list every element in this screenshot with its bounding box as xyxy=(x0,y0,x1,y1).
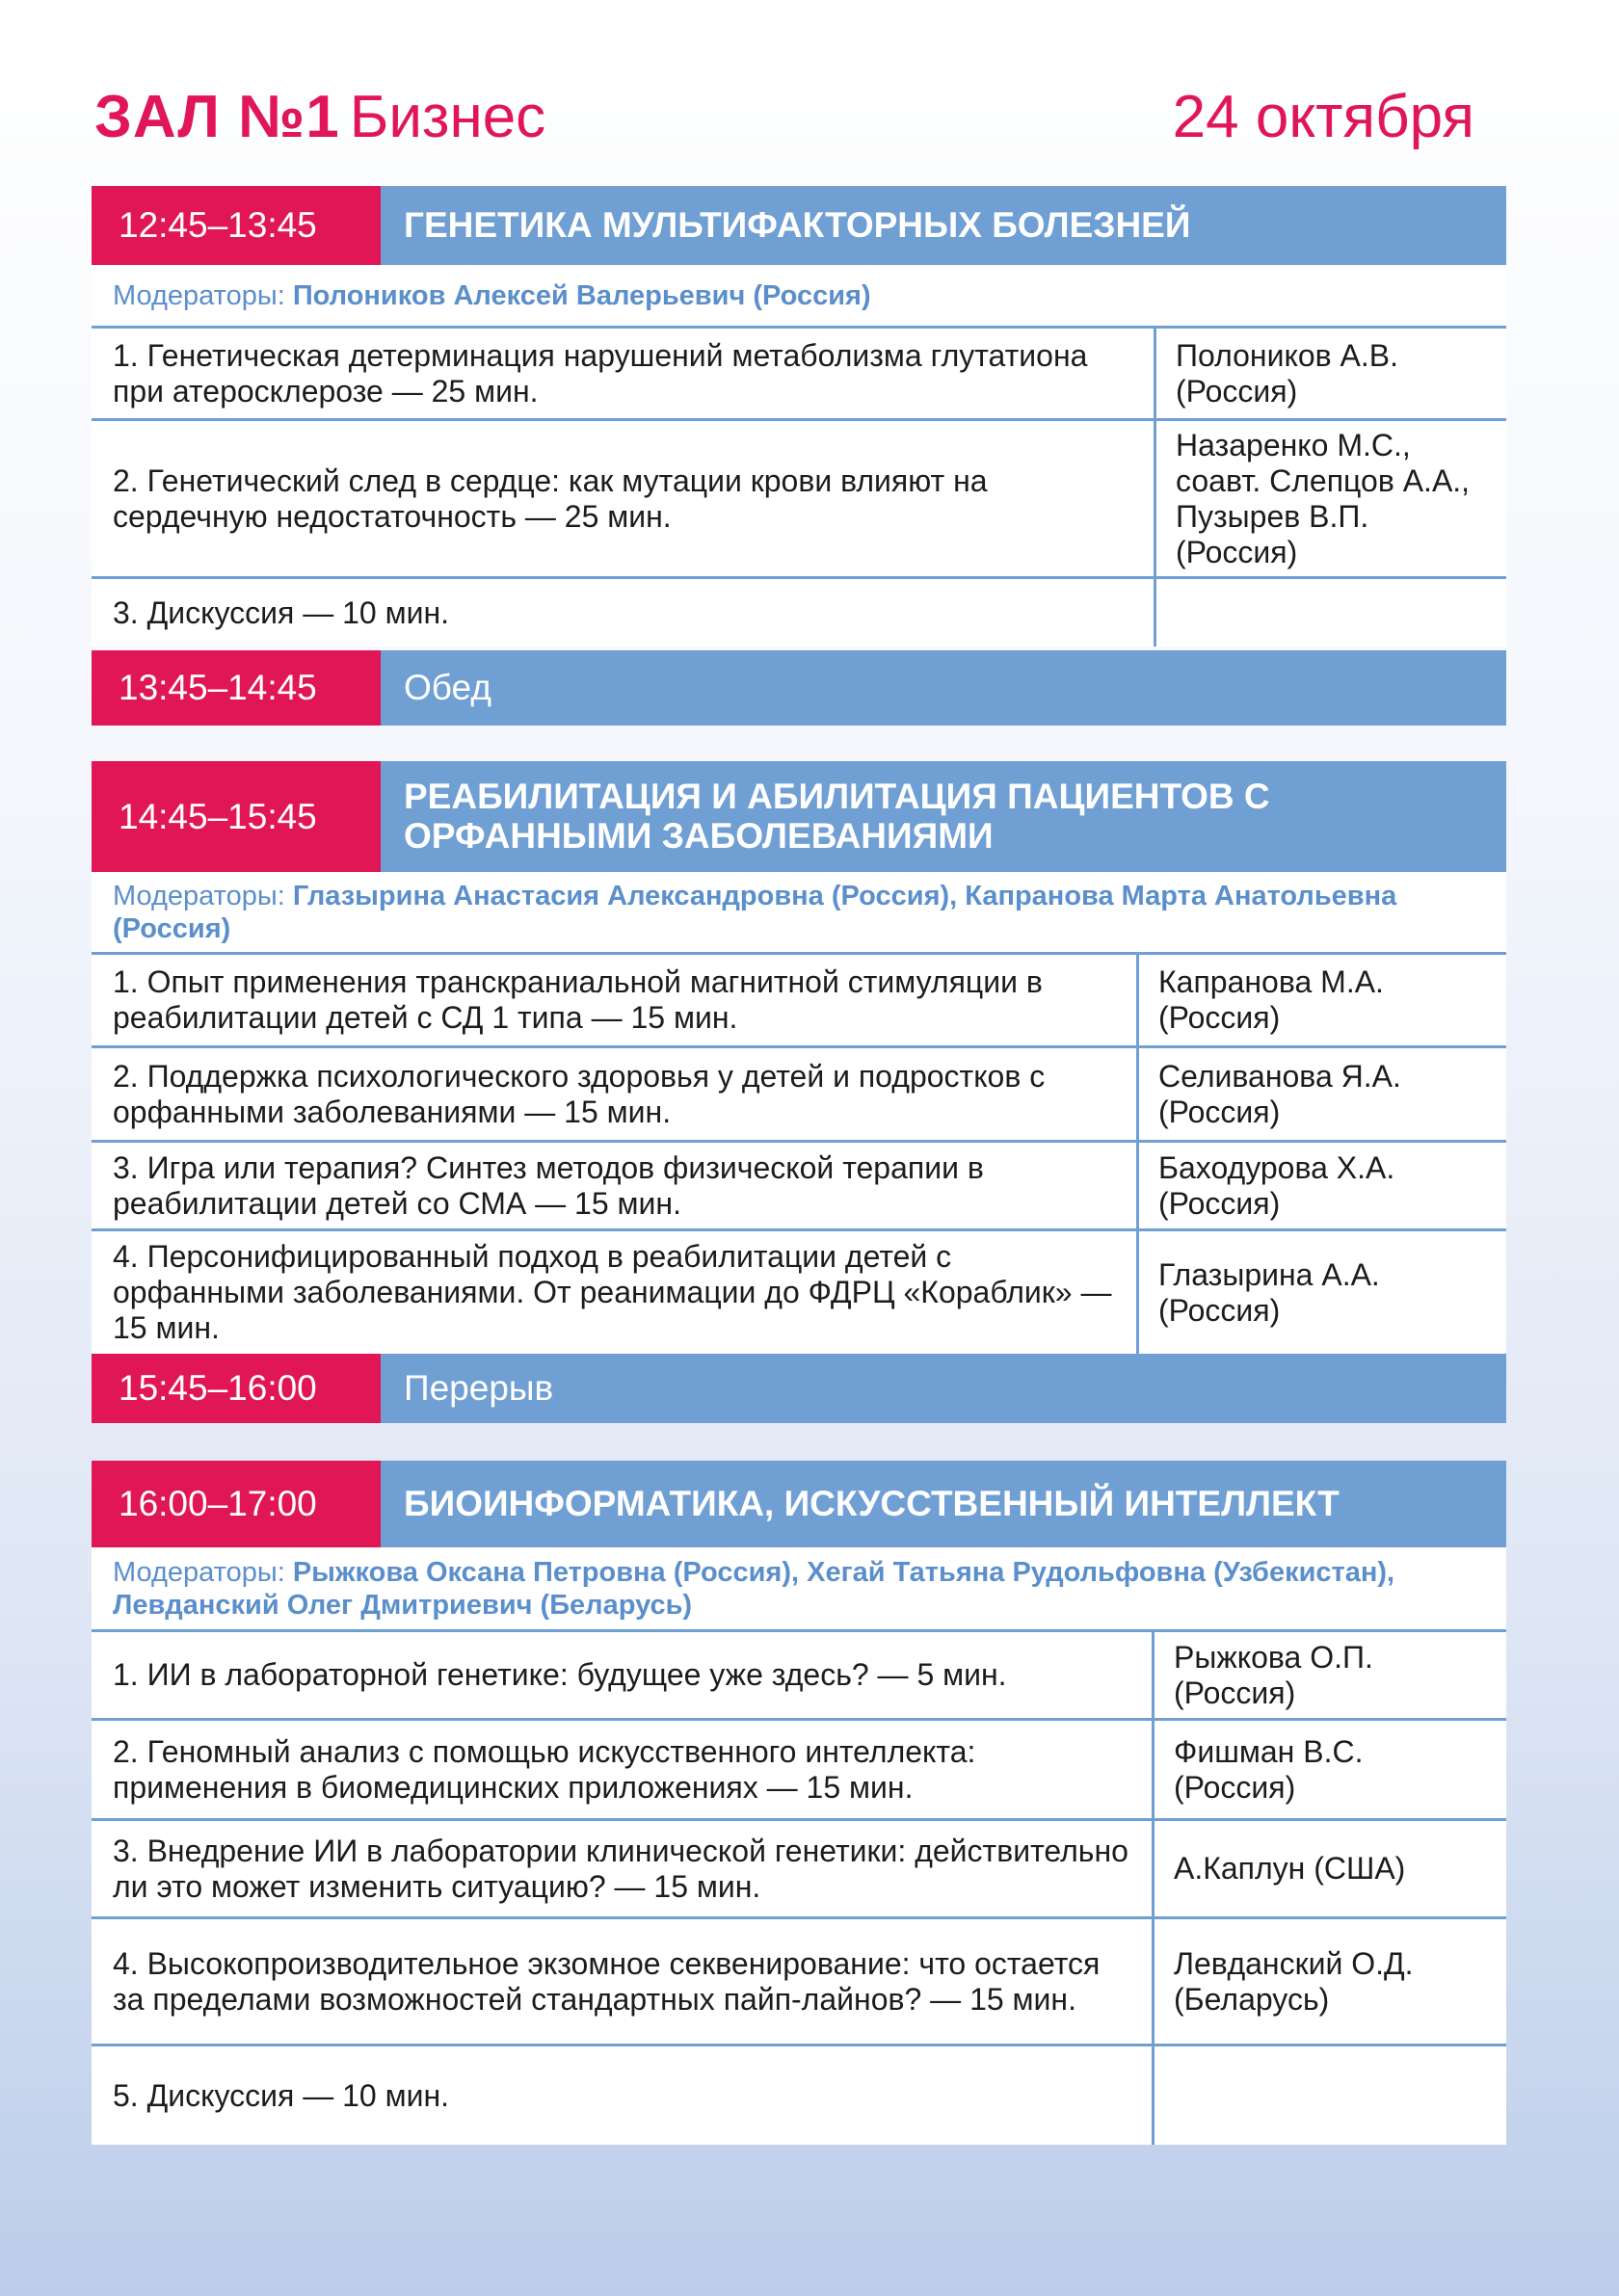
talk-speaker xyxy=(1154,579,1506,647)
session-header xyxy=(92,761,1506,872)
session-block xyxy=(92,1461,1506,2145)
moderators-row xyxy=(92,1547,1506,1632)
moderators-names: Рыжкова Оксана Петровна (Россия), Хегай Татьяна Рудольфовна (Узбекистан), Левданский Олег Дмитриевич (Беларусь) xyxy=(113,1556,1395,1621)
session-time: 12:45–13:45 xyxy=(92,186,381,265)
talk-speaker: Глазырина А.А. (Россия) xyxy=(1136,1231,1506,1354)
talk-speaker xyxy=(1152,2046,1506,2145)
moderators-row xyxy=(92,265,1506,329)
hall-label: ЗАЛ №1 xyxy=(94,84,340,150)
hall-title xyxy=(94,79,545,156)
talk-speaker: Баходурова Х.А. (Россия) xyxy=(1136,1143,1506,1228)
session-title: ГЕНЕТИКА МУЛЬТИФАКТОРНЫХ БОЛЕЗНЕЙ xyxy=(381,186,1506,265)
session-header xyxy=(92,1461,1506,1547)
talk-row xyxy=(92,579,1506,647)
talk-speaker: Фишман В.С. (Россия) xyxy=(1152,1721,1506,1818)
talk-row xyxy=(92,421,1506,579)
talk-topic: 2. Генетический след в сердце: как мутации крови влияют на сердечную недостаточность — 25 мин. xyxy=(113,462,988,534)
moderators-names: Полоников Алексей Валерьевич (Россия) xyxy=(292,279,871,311)
talk-topic: 1. ИИ в лабораторной генетике: будущее уже здесь? — 5 мин. xyxy=(113,1657,1007,1692)
session-title: БИОИНФОРМАТИКА, ИСКУССТВЕННЫЙ ИНТЕЛЛЕКТ xyxy=(381,1461,1506,1547)
talk-row xyxy=(92,1143,1506,1231)
session-time: 14:45–15:45 xyxy=(92,761,381,872)
talk-speaker: Левданский О.Д. (Беларусь) xyxy=(1152,1919,1506,2044)
event-date: 24 октября xyxy=(1172,84,1474,150)
talk-row xyxy=(92,1048,1506,1143)
talk-topic: 1. Генетическая детерминация нарушений метаболизма глутатиона при атеросклерозе — 25 мин. xyxy=(113,337,1088,409)
moderators-label: Модераторы: xyxy=(113,279,285,311)
talk-row xyxy=(92,1821,1506,1919)
talk-speaker: Полоников А.В. (Россия) xyxy=(1154,329,1506,418)
session-title: РЕАБИЛИТАЦИЯ И АБИЛИТАЦИЯ ПАЦИЕНТОВ С ОРФАННЫМИ ЗАБОЛЕВАНИЯМИ xyxy=(381,761,1506,872)
talk-topic: 3. Игра или терапия? Синтез методов физической терапии в реабилитации детей со СМА — 15 мин. xyxy=(113,1149,984,1221)
session-header xyxy=(92,186,1506,265)
session-time: 16:00–17:00 xyxy=(92,1461,381,1547)
talk-row xyxy=(92,329,1506,421)
talk-row xyxy=(92,955,1506,1048)
break-row xyxy=(92,1354,1506,1423)
talk-row xyxy=(92,1231,1506,1354)
break-time: 13:45–14:45 xyxy=(92,650,381,726)
moderators-label: Модераторы: xyxy=(113,1556,285,1588)
page-header xyxy=(94,79,1474,156)
talk-speaker: Селиванова Я.А. (Россия) xyxy=(1136,1048,1506,1140)
talk-row xyxy=(92,2046,1506,2145)
talk-topic: 5. Дискуссия — 10 мин. xyxy=(113,2077,450,2113)
talk-row xyxy=(92,1919,1506,2046)
talk-topic: 4. Высокопроизводительное экзомное секвенирование: что остается за пределами возможностей стандартных пайп-лайнов? — 15 мин. xyxy=(113,1945,1101,2017)
session-block xyxy=(92,761,1506,1354)
moderators-label: Модераторы: xyxy=(113,880,285,911)
moderators-row xyxy=(92,872,1506,955)
hall-name: Бизнес xyxy=(349,84,546,150)
talk-speaker: Назаренко М.С., соавт. Слепцов А.А., Пузырев В.П. (Россия) xyxy=(1154,421,1506,576)
talk-topic: 3. Дискуссия — 10 мин. xyxy=(113,594,450,630)
talk-speaker: Капранова М.А. (Россия) xyxy=(1136,955,1506,1045)
break-row xyxy=(92,650,1506,726)
session-block xyxy=(92,186,1506,647)
talk-topic: 4. Персонифицированный подход в реабилитации детей с орфанными заболеваниями. От реанимации до ФДРЦ «Кораблик» — 15 мин. xyxy=(113,1239,1112,1345)
break-label: Перерыв xyxy=(381,1354,1506,1423)
talk-topic: 3. Внедрение ИИ в лаборатории клинической генетики: действительно ли это может изменить ситуацию? — 15 мин. xyxy=(113,1833,1128,1904)
talk-row xyxy=(92,1721,1506,1821)
talk-topic: 1. Опыт применения транскраниальной магнитной стимуляции в реабилитации детей с СД 1 типа — 15 мин. xyxy=(113,964,1043,1035)
break-label: Обед xyxy=(381,650,1506,726)
talk-topic: 2. Поддержка психологического здоровья у детей и подростков с орфанными заболеваниями — 15 мин. xyxy=(113,1058,1046,1129)
talk-row xyxy=(92,1632,1506,1721)
talk-topic: 2. Геномный анализ с помощью искусственного интеллекта: применения в биомедицинских приложениях — 15 мин. xyxy=(113,1733,976,1805)
break-time: 15:45–16:00 xyxy=(92,1354,381,1423)
talk-speaker: Рыжкова О.П. (Россия) xyxy=(1152,1632,1506,1718)
talk-speaker: А.Каплун (США) xyxy=(1152,1821,1506,1916)
moderators-names: Глазырина Анастасия Александровна (Россия), Капранова Марта Анатольевна (Россия) xyxy=(113,880,1397,944)
